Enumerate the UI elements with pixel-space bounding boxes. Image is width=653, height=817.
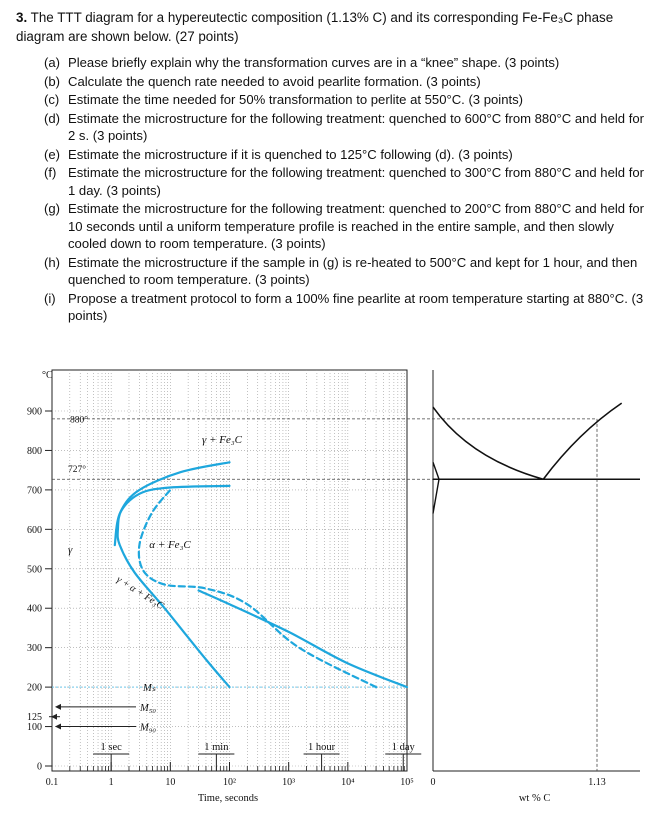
- time-marker-label: 1 sec: [100, 742, 122, 753]
- question-text: The TTT diagram for a hypereutectic composition (1.13% C) and its corresponding Fe-Fe₃C phase diagram are shown below. (27 points): [16, 10, 614, 44]
- part-i: [44, 290, 644, 325]
- part-text: Estimate the microstructure if it is quenched to 125°C following (d). (3 points): [68, 146, 513, 162]
- phase-x-tick-label: 1.13: [588, 777, 606, 788]
- region-label-alpha-fe3c: α + Fe₃C: [149, 539, 191, 551]
- region-label-gamma-alpha-fe3c: γ + α + Fe₃C: [114, 574, 166, 612]
- question-parts: [44, 54, 644, 326]
- ttt-x-tick-label: 0.1: [45, 777, 59, 788]
- part-text: Calculate the quench rate needed to avoid pearlite formation. (3 points): [68, 73, 481, 89]
- time-marker-label: 1 hour: [308, 742, 336, 753]
- question-header: [16, 8, 641, 46]
- phase-x-tick-label: 0: [430, 777, 436, 788]
- part-b: [44, 73, 644, 91]
- time-marker-label: 1 day: [391, 742, 415, 753]
- part-h: [44, 254, 644, 289]
- part-text: Propose a treatment protocol to form a 100% fine pearlite at room temperature starting at 880°C. (3 points): [68, 290, 644, 323]
- alpha-region-boundary: [433, 462, 439, 513]
- ttt-y-tick-label: 800: [27, 445, 42, 457]
- pearlite-50-curve: [139, 490, 376, 687]
- time-marker-label: 1 min: [204, 742, 229, 753]
- m90-label: M₉₀: [140, 722, 157, 734]
- part-label: (h): [44, 254, 61, 270]
- part-text: Estimate the microstructure for the following treatment: quenched to 600°C from 880°C and held for 2 s. (3 points): [68, 110, 644, 143]
- ttt-y-tick-label: 900: [27, 406, 42, 418]
- part-g: [44, 200, 644, 253]
- part-label: (a): [44, 55, 61, 70]
- part-text: Estimate the time needed for 50% transformation to perlite at 550°C. (3 points): [68, 92, 524, 107]
- acm-line: [543, 403, 621, 479]
- part-label: (i): [44, 290, 56, 306]
- phase-diagram: [407, 370, 640, 804]
- region-label-gamma-fe3c: γ + Fe₃C: [201, 434, 243, 446]
- part-e: [44, 146, 644, 164]
- m90-arrow: [55, 724, 61, 730]
- ttt-y-tick-label: 700: [27, 485, 42, 497]
- part-f: [44, 164, 644, 199]
- ttt-y-tick-label: 300: [27, 643, 42, 655]
- part-a: [44, 54, 644, 72]
- ttt-x-tick-label: 10⁴: [341, 777, 355, 788]
- ttt-y-tick-label: 0: [37, 761, 42, 773]
- ttt-and-phase-diagram-figure: [0, 360, 653, 817]
- ttt-y-tick-label: 200: [27, 682, 42, 694]
- part-label: (e): [44, 146, 61, 162]
- part-label: (g): [44, 201, 61, 216]
- ttt-x-tick-label: 10: [165, 777, 176, 788]
- pearlite-finish-curve: [199, 591, 407, 688]
- label-880: 880°: [70, 415, 89, 426]
- ttt-x-tick-label: 1: [108, 777, 114, 788]
- ttt-y-tick-label-125: 125: [27, 712, 42, 724]
- ttt-x-tick-label: 10³: [282, 777, 296, 788]
- a3-line: [433, 407, 543, 479]
- ttt-y-tick-label: 100: [27, 722, 42, 734]
- label-727: 727°: [68, 465, 87, 476]
- ms-label: Mₛ: [143, 683, 156, 695]
- m50-arrow: [55, 704, 61, 710]
- part-text: Please briefly explain why the transformation curves are in a “knee” shape. (3 points): [68, 55, 560, 70]
- ttt-x-tick-label: 10²: [223, 777, 236, 788]
- part-label: (b): [44, 73, 61, 89]
- part-text: Estimate the microstructure for the following treatment: quenched to 200°C from 880°C and held for 10 seconds until a uniform temperature profile is reached in the entire sample, and then slowly cooled down to room temperature. (3 points): [68, 201, 644, 251]
- ttt-x-tick-label: 10⁵: [400, 777, 414, 788]
- ttt-diagram: [27, 370, 421, 804]
- ttt-y-axis-label: °C: [42, 370, 53, 381]
- question-number: 3.: [16, 10, 28, 25]
- m50-label: M₅₀: [140, 702, 157, 714]
- part-d: [44, 110, 644, 145]
- part-c: [44, 91, 644, 109]
- ttt-y-tick-label: 400: [27, 603, 42, 615]
- ttt-y-tick-label: 500: [27, 564, 42, 576]
- region-label-gamma: γ: [68, 544, 73, 556]
- part-label: (f): [44, 165, 57, 180]
- part-text: Estimate the microstructure if the sample in (g) is re-heated to 500°C and kept for 1 hour, and then quenched to room temperature. (3 points): [68, 254, 638, 287]
- phase-x-axis-label: wt % C: [518, 793, 551, 804]
- part-label: (c): [44, 92, 60, 107]
- ttt-x-axis-label: Time, seconds: [197, 793, 259, 804]
- part-text: Estimate the microstructure for the following treatment: quenched to 300°C from 880°C and held for 1 day. (3 points): [68, 165, 644, 198]
- part-label: (d): [44, 110, 61, 126]
- ttt-y-tick-label: 600: [27, 524, 42, 536]
